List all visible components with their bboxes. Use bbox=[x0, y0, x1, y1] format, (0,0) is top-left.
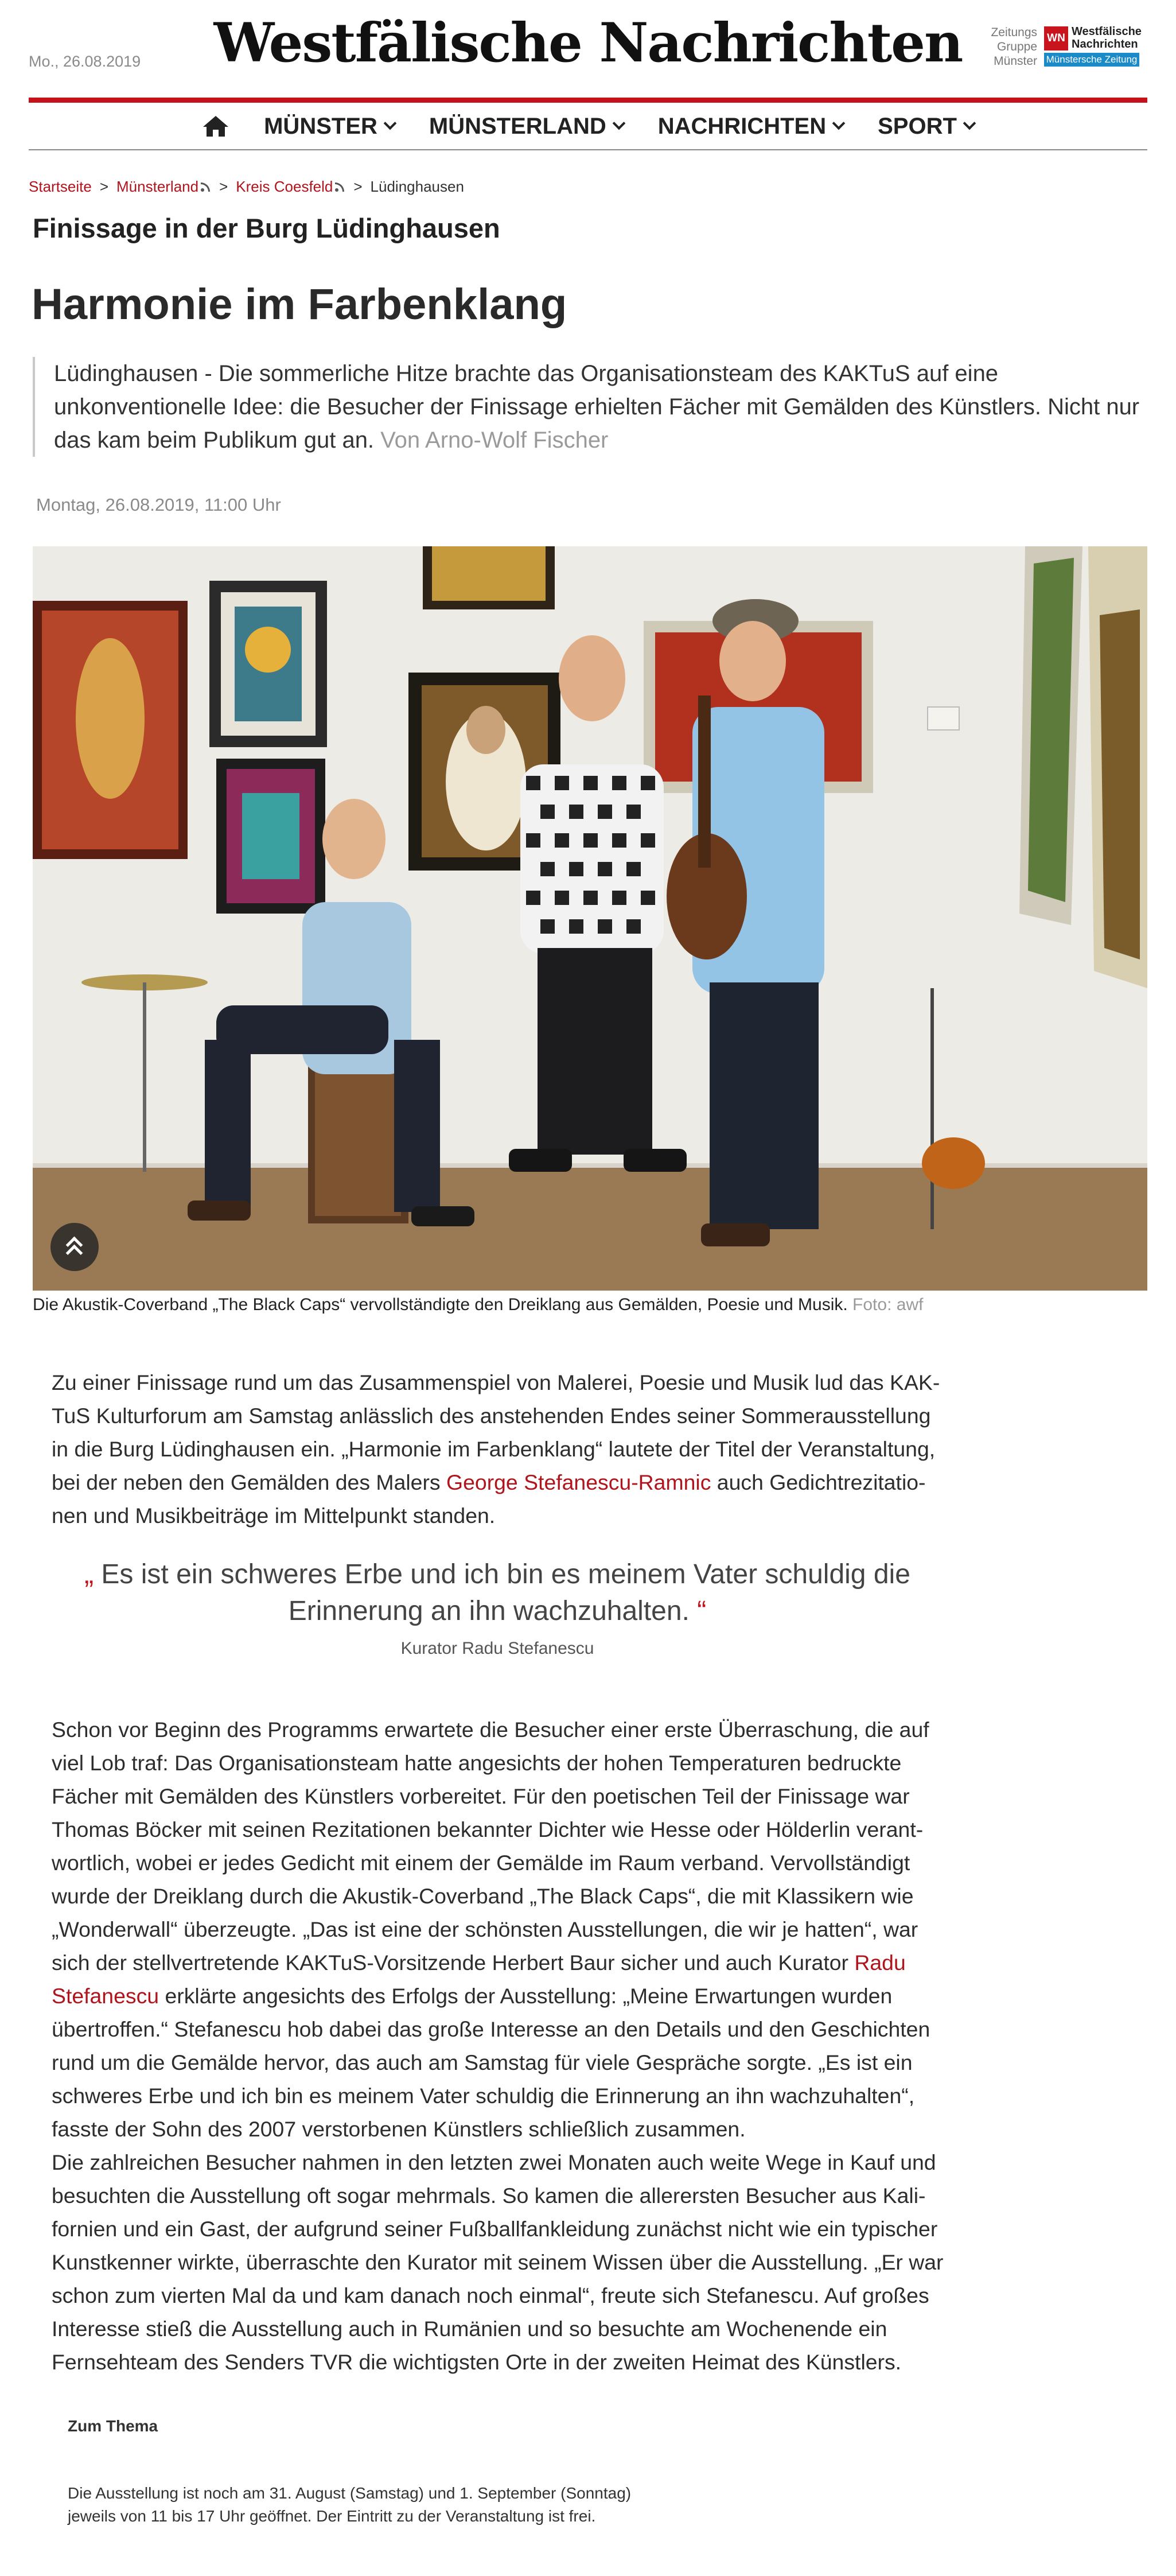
quote-open-mark: „ bbox=[84, 1559, 94, 1590]
breadcrumb-separator: > bbox=[353, 178, 363, 195]
caption-text: Die Akustik-Coverband „The Black Caps“ vervollständigte den Dreiklang aus Gemälden, Poesie und Musik. bbox=[33, 1295, 848, 1314]
quote-source: Kurator Radu Stefanescu bbox=[400, 1639, 594, 1658]
breadcrumb-luedinghausen: Lüdinghausen bbox=[370, 178, 464, 195]
nav-label: MÜNSTER bbox=[264, 113, 377, 139]
nav-item-muensterland[interactable] bbox=[429, 114, 624, 139]
quote-text: Es ist ein schweres Erbe und ich bin es meinem Vater schuldig die Erinnerung an ihn wachzuhalten. bbox=[94, 1559, 910, 1626]
chevron-down-icon bbox=[612, 117, 625, 130]
rss-icon[interactable] bbox=[201, 181, 211, 192]
quote-close-mark: “ bbox=[697, 1596, 707, 1626]
article-title: Harmonie im Farbenklang bbox=[32, 280, 567, 329]
main-nav bbox=[29, 103, 1147, 149]
publish-date: Montag, 26.08.2019, 11:00 Uhr bbox=[36, 495, 281, 515]
paragraph-text: Schon vor Beginn des Programms erwartete die Besucher einer erste Überraschung, die auf viel Lob traf: Das Organisationsteam hatte angesichts der hohen Temperaturen bedruckte Fächer mit Gemälden des Künstlers vorbereitet. Für den poetischen Teil der Finissage war Thomas Böcker mit seinen Rezitationen bekannter Dichter wie Hesse oder Hölderlin verantwortlich, wobei er jedes Gedicht mit einem der Gemälde im Raum verband. Vervollständigt wurde der Dreiklang durch die Akustik-Coverband „The Black Caps“, die mit Klassikern wie „Wonderwall“ überzeugte. „Das ist eine der schönsten Ausstellungen, die wir je hatten“, war sich der stellvertretende KAKTuS-Vorsitzende Herbert Baur sicher und auch Kurator bbox=[52, 1718, 929, 1975]
site-logo[interactable]: Westfälische Nachrichten bbox=[213, 11, 963, 75]
home-icon[interactable] bbox=[202, 115, 229, 138]
artist-link[interactable]: George Stefanescu-Ramnic bbox=[446, 1470, 711, 1494]
curator-link[interactable]: Radu Stefanescu bbox=[52, 1951, 906, 2008]
article-photo[interactable] bbox=[33, 546, 1147, 1291]
group-text: Zeitungs Gruppe Münster bbox=[991, 26, 1037, 68]
group-paper-name: Westfälische Nachrichten bbox=[1072, 25, 1142, 50]
paragraph-text: Zu einer Finissage rund um das Zusammenspiel von Malerei, Poesie und Musik lud das KAKTuS Kulturforum am Samstag anlässlich des anstehenden Endes seiner Sommerausstellung in die Burg Lüdinghausen ein. „Harmonie im Farbenklang“ lautete der Titel der Veranstaltung, bei der neben den Gemälden des Malers bbox=[52, 1370, 940, 1494]
nav-label: MÜNSTERLAND bbox=[429, 113, 606, 139]
paragraph-text: erklärte angesichts des Erfolgs der Ausstellung: „Meine Erwartungen wurden übertroffen.“ Stefanescu hob dabei das große Interesse an den Details und den Geschichten rund um die Gemälde hervor, das auch am Samstag für viele Gespräche sorgte. „Es ist ein schweres Erbe und ich bin es meinem Vater schuldig die Erinnerung an ihn wachzuhalten“, fasste der Sohn des 2007 verstorbenen Künstlers schließlich zusammen. bbox=[52, 1984, 930, 2141]
nav-item-sport[interactable] bbox=[878, 114, 974, 139]
breadcrumb-startseite[interactable]: Startseite bbox=[29, 178, 92, 195]
scroll-up-button[interactable] bbox=[50, 1223, 99, 1271]
zum-thema-title: Zum Thema bbox=[68, 2417, 158, 2435]
breadcrumb-muensterland[interactable]: Münsterland bbox=[116, 178, 199, 195]
chevron-down-icon bbox=[832, 117, 846, 130]
nav-divider bbox=[29, 149, 1147, 150]
wn-badge: WN bbox=[1044, 26, 1068, 50]
header-red-rule bbox=[29, 98, 1147, 103]
chevron-down-icon bbox=[384, 117, 397, 130]
rss-icon[interactable] bbox=[335, 181, 345, 192]
chevron-down-icon bbox=[963, 117, 976, 130]
breadcrumb-separator: > bbox=[219, 178, 228, 195]
nav-item-muenster[interactable] bbox=[264, 114, 395, 139]
article-paragraph: Die zahlreichen Besucher nahmen in den letzten zwei Monaten auch weite Wege in Kauf und besuchten die Ausstellung oft sogar mehrmals. So kamen die allerersten Besucher aus Kalifornien und ein Gast, der aufgrund seiner Fußballfankleidung zunächst nicht wie ein typischer Kunstkenner wirkte, überraschte den Kurator mit seinem Wissen über die Ausstellung. „Er war schon zum vierten Mal da und kam danach noch einmal“, freute sich Stefanescu. Auf großes Interesse stieß die Ausstellung auch in Rumänien und so besuchte am Wochenende ein Fernsehteam des Senders TVR die wichtigsten Orte in der zweiten Heimat des Künstlers. bbox=[52, 2150, 944, 2374]
site-header bbox=[0, 0, 1176, 99]
pull-quote bbox=[53, 1556, 942, 1630]
article-paragraph bbox=[52, 1713, 947, 2146]
article-lead bbox=[33, 357, 1146, 457]
article-author: Von Arno-Wolf Fischer bbox=[380, 428, 609, 453]
breadcrumb bbox=[29, 178, 464, 196]
nav-label: SPORT bbox=[878, 113, 957, 139]
zum-thema-text: Die Ausstellung ist noch am 31. August (Samstag) und 1. September (Sonntag) jeweils von 11 bis 17 Uhr geöffnet. Der Eintritt zu der Veranstaltung ist frei. bbox=[68, 2484, 632, 2525]
nav-label: NACHRICHTEN bbox=[657, 113, 827, 139]
header-date: Mo., 26.08.2019 bbox=[29, 53, 141, 70]
group-sub-name: Münstersche Zeitung bbox=[1044, 53, 1139, 67]
photo-caption bbox=[33, 1295, 923, 1315]
article-paragraph bbox=[52, 1366, 947, 1532]
breadcrumb-kreis-coesfeld[interactable]: Kreis Coesfeld bbox=[236, 178, 333, 195]
breadcrumb-separator: > bbox=[99, 178, 109, 195]
photo-credit: Foto: awf bbox=[852, 1295, 924, 1314]
article-kicker: Finissage in der Burg Lüdinghausen bbox=[33, 213, 500, 243]
zeitungsgruppe-logo[interactable] bbox=[968, 24, 1140, 70]
nav-item-nachrichten[interactable] bbox=[658, 114, 843, 139]
lead-text: Lüdinghausen - Die sommerliche Hitze brachte das Organisationsteam des KAKTuS auf eine unkonventionelle Idee: die Besucher der Finissage erhielten Fächer mit Gemälden des Künstlers. Nicht nur das kam beim Publikum gut an. bbox=[54, 361, 1140, 453]
paragraph-text: auch Gedichtrezitationen und Musikbeiträge im Mittelpunkt standen. bbox=[52, 1470, 926, 1528]
